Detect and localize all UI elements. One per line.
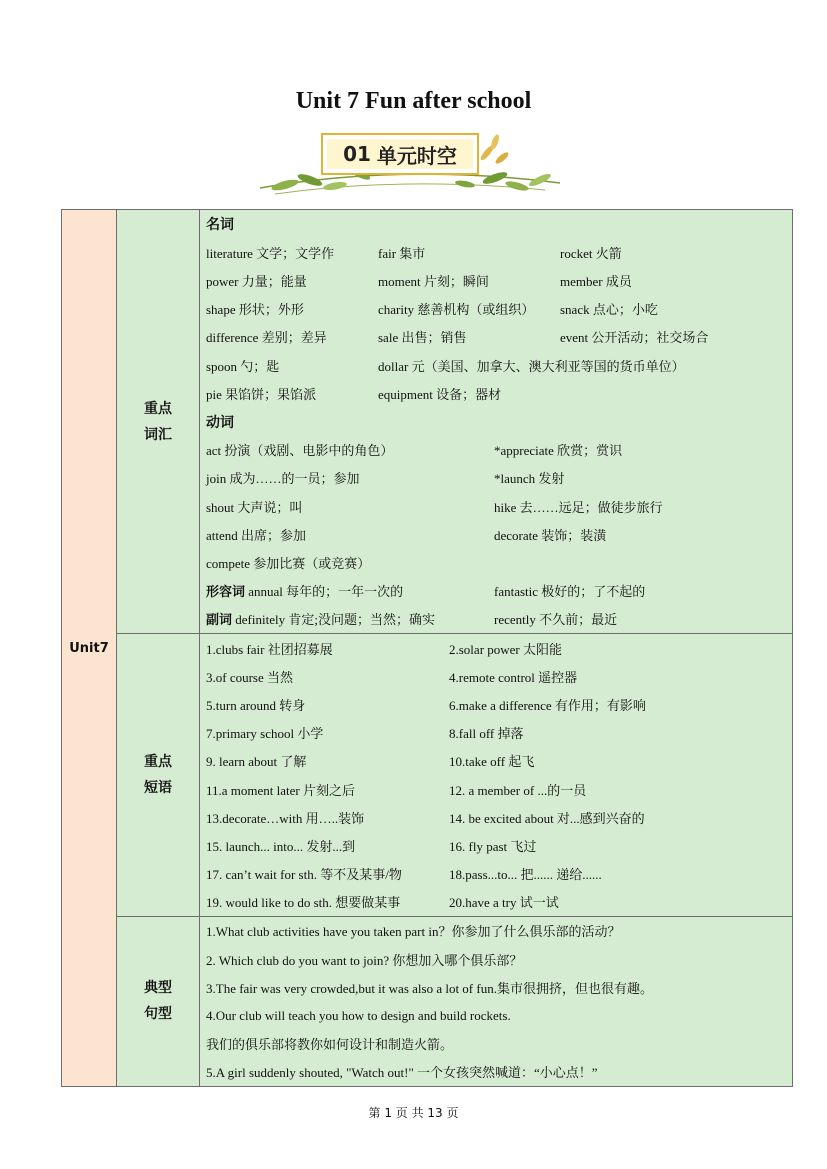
adv-item: definitely 肯定;没问题；当然；确实 [235, 612, 435, 628]
verb-item: join 成为……的一员；参加 [206, 471, 360, 487]
phrase-row [206, 690, 786, 718]
phrase-item: 10.take off 起飞 [449, 754, 535, 770]
banner-number: 01 [343, 142, 371, 166]
phrase-row [206, 662, 786, 690]
noun-row [206, 323, 786, 351]
category-vocab [117, 210, 200, 634]
noun-item: rocket 火箭 [560, 245, 622, 261]
noun-item: snack 点心；小吃 [560, 302, 658, 318]
sentence-row: 2. Which club do you want to join? 你想加入哪个俱乐部？ [206, 952, 523, 968]
verb-heading: 动词 [206, 414, 234, 431]
phrases-content [200, 634, 793, 917]
phrase-row [206, 747, 786, 775]
noun-list [206, 238, 786, 407]
noun-item: spoon 勺；匙 [206, 358, 280, 374]
noun-item: charity 慈善机构（或组织） [378, 302, 535, 318]
noun-item: difference 差别；差异 [206, 330, 327, 346]
noun-row [206, 266, 786, 294]
phrase-row [206, 719, 786, 747]
phrase-item: 17. can’t wait for sth. 等不及某事/物 [206, 867, 402, 883]
category-phrases [117, 634, 200, 917]
phrase-item: 20.have a try 试一试 [449, 895, 559, 911]
phrase-item: 4.remote control 遥控器 [449, 669, 578, 685]
phrase-item: 11.a moment later 片刻之后 [206, 782, 355, 798]
verb-item: *launch 发射 [494, 471, 565, 487]
noun-item: pie 果馅饼；果馅派 [206, 386, 317, 402]
sentence-row: 1.What club activities have you taken part in？你参加了什么俱乐部的活动？ [206, 924, 621, 940]
noun-item: power 力量；能量 [206, 274, 307, 290]
page-title: Unit 7 Fun after school [295, 88, 532, 114]
summary-table [61, 209, 793, 1087]
adj-item: annual 每年的；一年一次的 [248, 584, 404, 600]
category-sentences-line2: 句型 [144, 1006, 172, 1023]
sentences-content [200, 916, 793, 1086]
adv-heading: 副词 [206, 613, 233, 629]
category-phrases-line2: 短语 [144, 779, 172, 796]
adv-row [206, 605, 786, 633]
banner-text: 单元时空 [376, 143, 457, 168]
noun-item: member 成员 [560, 274, 632, 290]
noun-heading: 名词 [206, 217, 234, 234]
phrase-item: 18.pass...to... 把...... 递给...... [449, 867, 602, 883]
verb-item: attend 出席；参加 [206, 527, 307, 543]
noun-row [206, 295, 786, 323]
phrase-item: 14. be excited about 对...感到兴奋的 [449, 810, 645, 826]
verb-item: shout 大声说；叫 [206, 499, 303, 515]
phrase-item: 13.decorate…with 用…..装饰 [206, 810, 365, 826]
phrase-item: 19. would like to do sth. 想要做某事 [206, 895, 401, 911]
phrase-item: 3.of course 当然 [206, 669, 294, 685]
noun-row [206, 238, 786, 266]
adj-row [206, 577, 786, 605]
noun-item: fair 集市 [378, 245, 426, 261]
phrase-item: 1.clubs fair 社团招募展 [206, 641, 333, 657]
phrase-item: 9. learn about 了解 [206, 754, 307, 770]
category-sentences-line1: 典型 [144, 980, 172, 997]
category-sentences [117, 916, 200, 1086]
vocab-content [200, 210, 793, 634]
category-vocab-line2: 词汇 [144, 426, 172, 443]
sentence-row: 我们的俱乐部将教你如何设计和制造火箭。 [206, 1037, 454, 1053]
verb-item: decorate 装饰；装潢 [494, 527, 607, 543]
verb-row [206, 520, 786, 548]
sentence-row: 5.A girl suddenly shouted, "Watch out!" 一个女孩突然喊道：“小心点！” [206, 1065, 598, 1081]
phrase-row [206, 634, 786, 662]
banner-frame [321, 133, 479, 175]
phrase-item: 16. fly past 飞过 [449, 838, 537, 854]
section-banner [255, 128, 565, 206]
verb-list [206, 436, 786, 577]
phrase-row [206, 803, 786, 831]
noun-row [206, 379, 786, 407]
adj-heading: 形容词 [206, 585, 246, 601]
verb-item: *appreciate 欣赏；赏识 [494, 443, 623, 459]
phrase-item: 8.fall off 掉落 [449, 726, 524, 742]
noun-item: dollar 元（美国、加拿大、澳大利亚等国的货币单位） [378, 358, 685, 374]
adv-item: recently 不久前；最近 [494, 612, 618, 628]
noun-row [206, 351, 786, 379]
phrase-row [206, 888, 786, 916]
verb-row [206, 464, 786, 492]
page-footer: 第 1 页 共 13 页 [368, 1106, 459, 1120]
phrase-item: 5.turn around 转身 [206, 697, 306, 713]
phrase-item: 12. a member of ...的一员 [449, 782, 587, 798]
category-phrases-line1: 重点 [144, 753, 172, 770]
phrase-item: 7.primary school 小学 [206, 726, 324, 742]
noun-item: moment 片刻；瞬间 [378, 274, 489, 290]
sentence-row: 3.The fair was very crowded,but it was also a lot of fun.集市很拥挤，但也很有趣。 [206, 980, 653, 996]
phrase-item: 2.solar power 太阳能 [449, 641, 563, 657]
noun-item: literature 文学；文学作 [206, 245, 335, 261]
noun-item: sale 出售；销售 [378, 330, 467, 346]
verb-item: act 扮演（戏剧、电影中的角色） [206, 443, 394, 459]
phrase-row [206, 775, 786, 803]
phrase-row [206, 831, 786, 859]
sentence-row: 4.Our club will teach you how to design and build rockets. [206, 1007, 511, 1023]
noun-item: shape 形状；外形 [206, 302, 304, 318]
verb-row [206, 436, 786, 464]
phrase-item: 15. launch... into... 发射...到 [206, 838, 356, 854]
verb-row [206, 548, 786, 576]
verb-item: compete 参加比赛（或竞赛） [206, 555, 371, 571]
phrase-item: 6.make a difference 有作用；有影响 [449, 697, 646, 713]
category-vocab-line1: 重点 [144, 400, 172, 417]
noun-item: event 公开活动；社交场合 [560, 330, 709, 346]
adj-item: fantastic 极好的；了不起的 [494, 584, 646, 600]
noun-item: equipment 设备；器材 [378, 386, 502, 402]
verb-item: hike 去……远足；做徒步旅行 [494, 499, 663, 515]
phrase-row [206, 860, 786, 888]
unit-cell: Unit7 [62, 210, 117, 1087]
verb-row [206, 492, 786, 520]
